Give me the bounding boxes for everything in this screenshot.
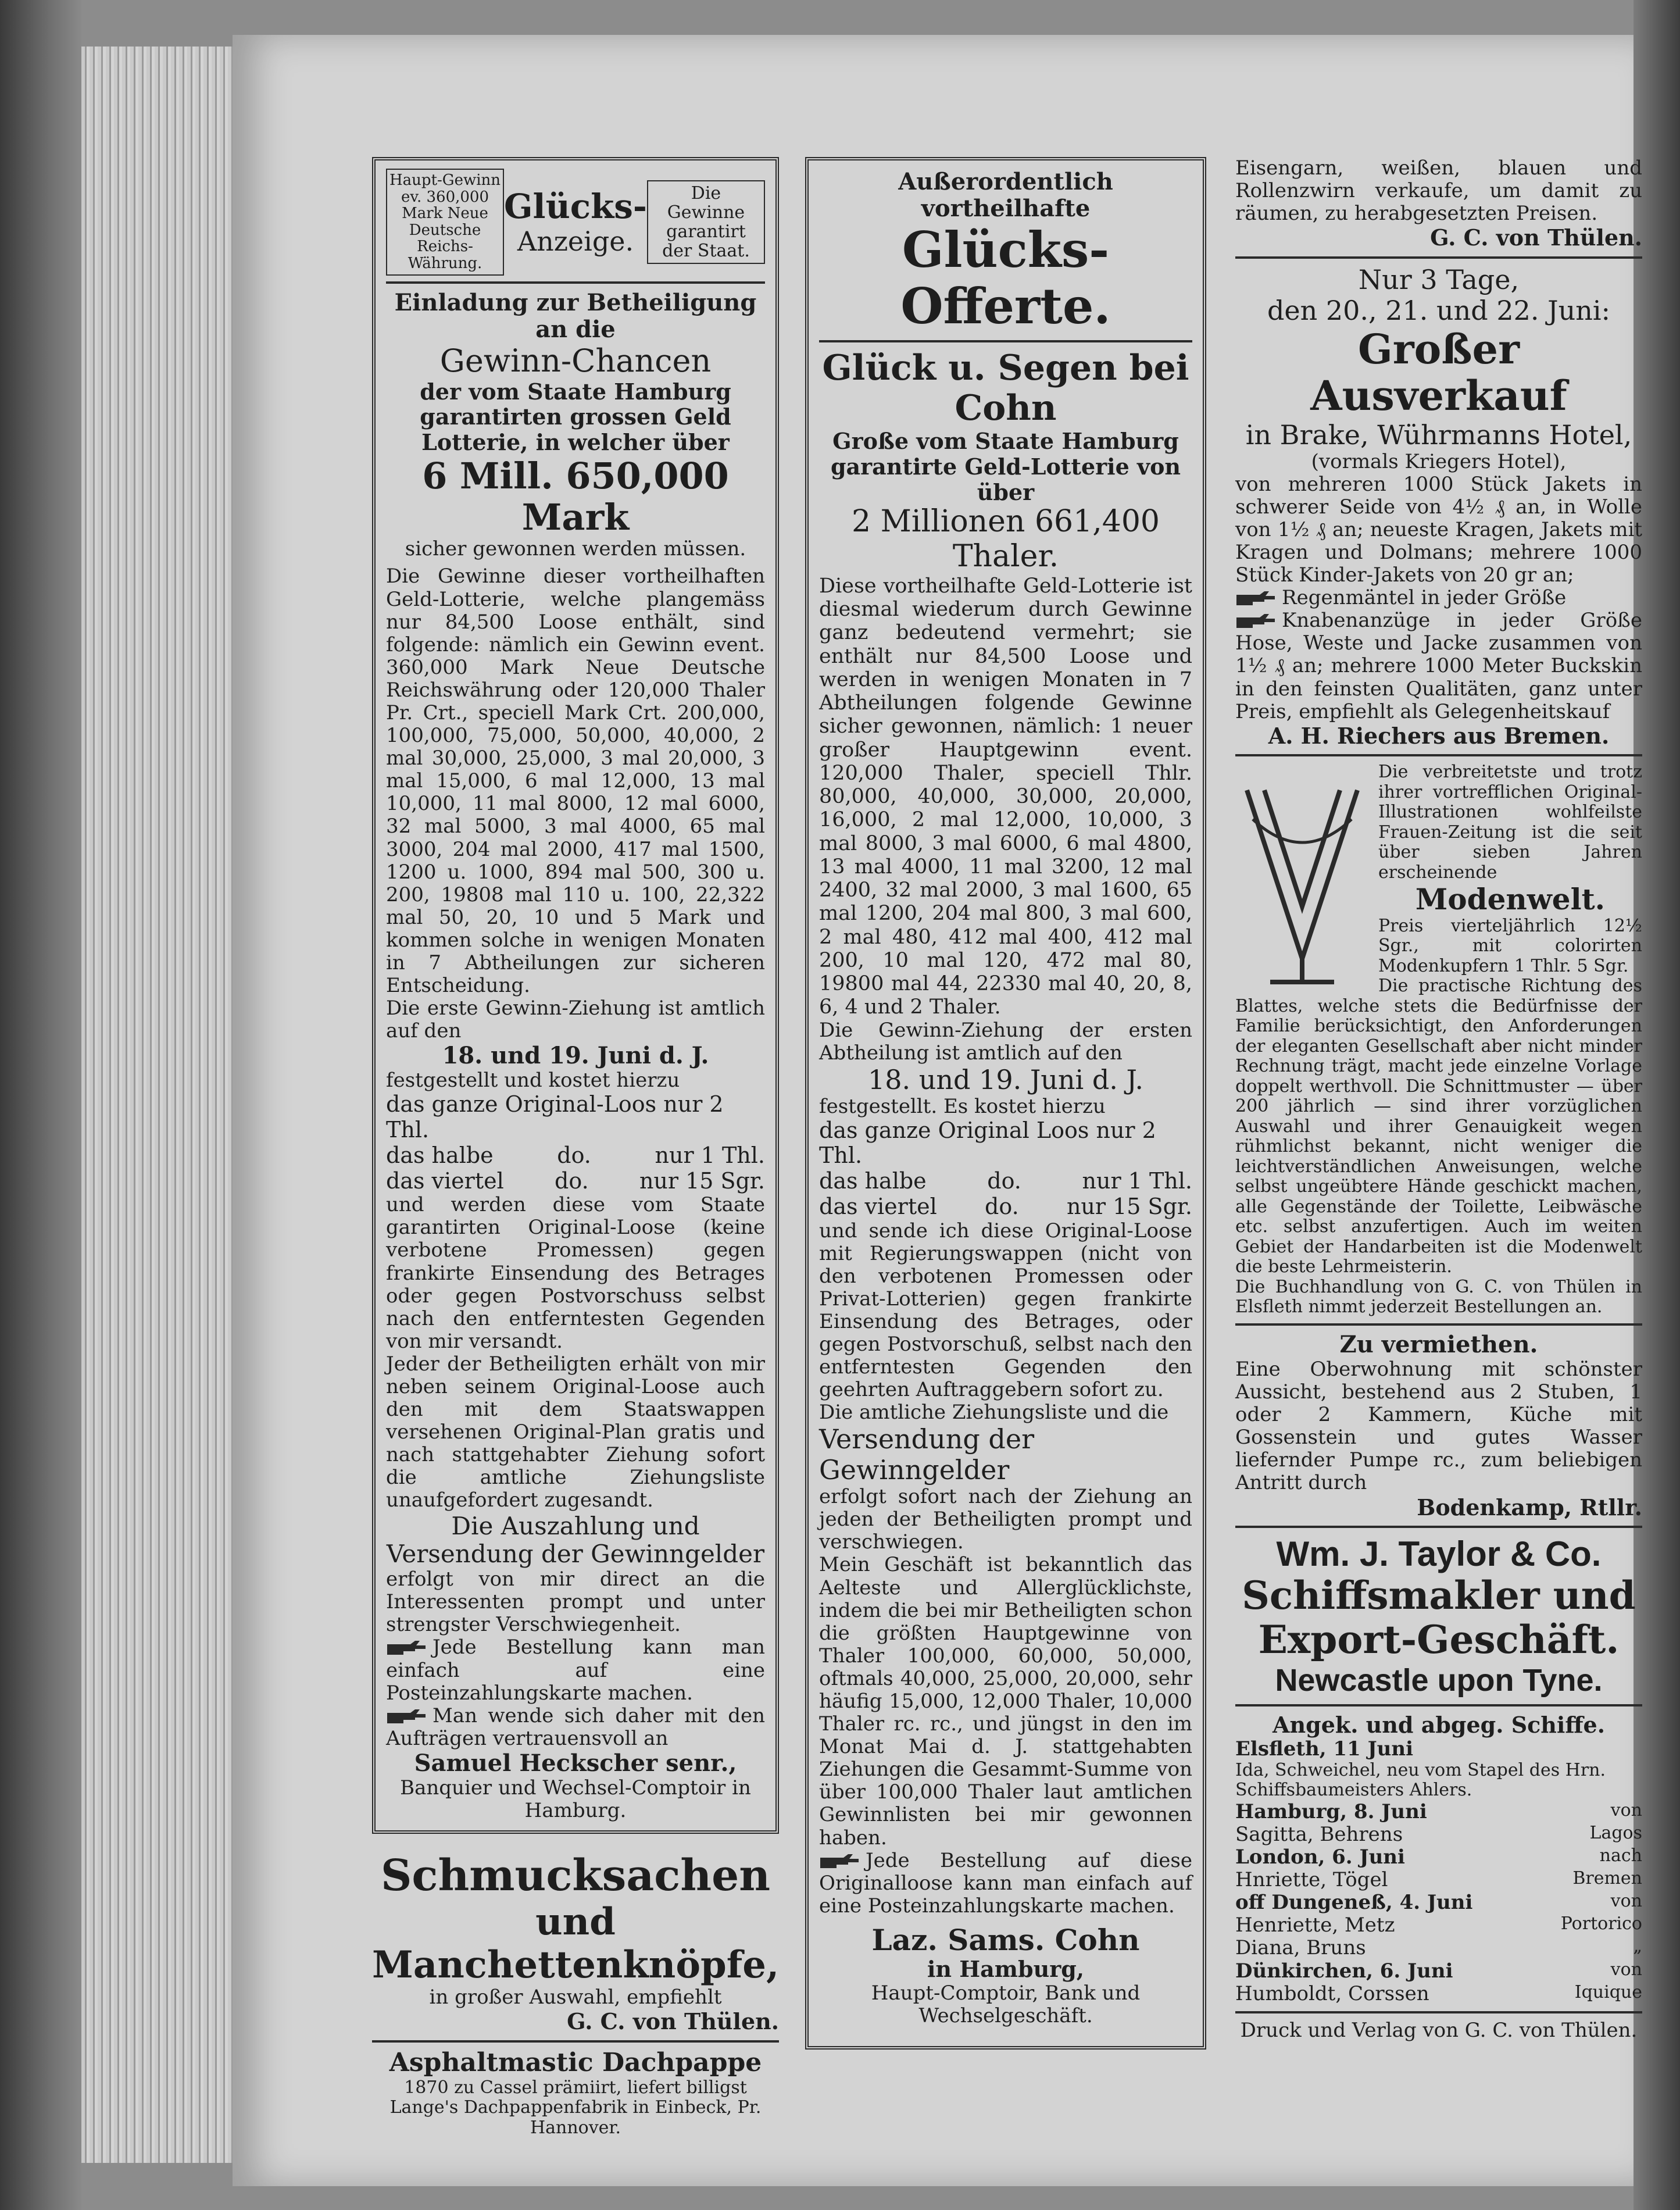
ad-header-row bbox=[386, 169, 765, 276]
modenwelt-emblem-icon bbox=[1235, 767, 1369, 988]
book-binding-left bbox=[0, 0, 81, 2210]
divider bbox=[386, 281, 765, 284]
roofing-title: Asphaltmastic Dachpappe bbox=[389, 2048, 762, 2078]
pointing-hand-icon bbox=[819, 1853, 860, 1870]
divider bbox=[1235, 1704, 1642, 1706]
roofing-text: 1870 zu Cassel prämiirt, liefert billigst Lange's Dachpappenfabrik in Einbeck, Pr. Hannover. bbox=[389, 2077, 762, 2138]
sale-boys bbox=[1235, 609, 1642, 723]
pointing-hand-icon bbox=[386, 1640, 427, 1657]
sale-dates: den 20., 21. und 22. Juni: bbox=[1267, 294, 1611, 326]
clearance-sale-ad bbox=[1235, 265, 1642, 748]
list-item: Hnriette, Tögel Bremen bbox=[1235, 1868, 1642, 1892]
list-item: Ida, Schweichel, neu vom Stapel des Hrn. Schiffsbaumeisters Ahlers. bbox=[1235, 1759, 1606, 1801]
price-whole: das ganze Original-Loos nur 2 Thl. bbox=[386, 1091, 724, 1143]
offer-kicker: Außerordentlich vortheilhafte bbox=[898, 168, 1113, 222]
yarn-ad bbox=[1235, 157, 1642, 251]
rent-text: Eine Oberwohnung mit schönster Aussicht, bestehend aus 2 Stuben, 1 oder 2 Kammern, Küche mit Gossenstein und gutes Wasser liefernder Pumpe rc., zum beliebigen Antritt durch bbox=[1235, 1357, 1642, 1495]
sale-location-note: (vormals Kriegers Hotel), bbox=[1311, 449, 1567, 473]
modenwelt-ad bbox=[1235, 762, 1642, 1318]
divider bbox=[372, 2040, 779, 2043]
price-half-label: das halbe bbox=[819, 1168, 927, 1194]
price-quarter-ditto: do. bbox=[555, 1168, 589, 1194]
rent-title: Zu vermiethen. bbox=[1339, 1330, 1538, 1358]
pointing-hand-icon bbox=[386, 1708, 427, 1726]
jewellery-signature: G. C. von Thülen. bbox=[567, 2008, 779, 2035]
contact-info-text: Man wende sich daher mit den Aufträgen vertrauensvoll an bbox=[386, 1704, 765, 1750]
list-item: Dünkirchen, 6. Juni von bbox=[1235, 1959, 1642, 1983]
price-half bbox=[819, 1169, 1192, 1194]
jewellery-title-2: und Manchettenknöpfe, bbox=[372, 1900, 780, 1987]
price-quarter-value: nur 15 Sgr. bbox=[639, 1168, 765, 1194]
modenwelt-price: Preis vierteljährlich 12½ Sgr., mit colorirten Modenkupfern 1 Thlr. 5 Sgr. bbox=[1378, 915, 1642, 976]
contact-info bbox=[386, 1705, 765, 1750]
price-whole: das ganze Original Loos nur 2 Thl. bbox=[819, 1117, 1156, 1169]
business-info: Mein Geschäft ist bekanntlich das Aelteste und Allerglücklichste, indem die bei mir Betheiligten schon die größten Hauptgewinne von Thaler 100,000, 60,000, 50,000, oftmals 40,000, 25,000, 20,000, sehr häufig 15,000, 12,000 Thaler, 10,000 Thaler rc. rc., und jüngst in den im Monat Mai d. J. stattgehabten Ziehungen die Gesammt-Summe von über 100,000 Thaler laut amtlichen Gewinnlisten bei mir gewonnen haben. bbox=[819, 1553, 1192, 1850]
sale-signature: A. H. Riechers aus Bremen. bbox=[1268, 722, 1610, 749]
header-title-1: Glücks- bbox=[504, 186, 647, 226]
list-item: Sagitta, Behrens Lagos bbox=[1235, 1822, 1642, 1846]
modenwelt-description: Die practische Richtung des Blattes, welche stets die Bedürfnisse der Familie berücksichtigt, den Anforderungen der eleganten Gesellschaft aber nicht minder Rechnung trägt, macht jede einzelne Vorlage doppelt werthvoll. Die Schnittmuster — über 200 jährlich — sind ihrer vorzüglichen Auswahl und ihrer Genauigkeit wegen rühmlichst bekannt, nicht weniger die leichtverständlichen Anweisungen, welche selbst ungeübtere Hände geschickt machen, alle Gegenstände der Toilette, Leibwäsche etc. selbst anzufertigen. Auch im weiten Gebiet der Handarbeiten ist die Modenwelt die beste Lehrmeisterin. bbox=[1235, 976, 1642, 1277]
shipping-info: und werden diese vom Staate garantirten Original-Loose (keine verbotene Promessen) gegen frankirte Einsendung des Betrages oder gegen Postvorschuss selbst nach den entferntesten Gegenden von mir versandt. bbox=[386, 1193, 765, 1353]
price-quarter-ditto: do. bbox=[985, 1193, 1019, 1219]
payout-heading: Versendung der Gewinngelder bbox=[819, 1423, 1035, 1486]
payout-info: erfolgt sofort nach der Ziehung an jeden der Betheiligten prompt und verschwiegen. bbox=[819, 1485, 1192, 1554]
firm-name: Samuel Heckscher senr., bbox=[414, 1749, 737, 1777]
price-quarter bbox=[386, 1169, 765, 1194]
taylor-line-3: Export-Geschäft. bbox=[1258, 1617, 1620, 1663]
taylor-ad bbox=[1235, 1534, 1642, 1698]
intro-invitation: Einladung zur Betheiligung an die bbox=[394, 288, 757, 343]
sale-location: in Brake, Wührmanns Hotel, bbox=[1245, 419, 1632, 451]
divider bbox=[1235, 1526, 1642, 1528]
yarn-text: Eisengarn, weißen, blauen und Rollenzwirn verkaufe, um damit zu räumen, zu herabgesetzten Preisen. bbox=[1235, 156, 1642, 226]
modenwelt-order: Die Buchhandlung von G. C. von Thülen in Elsfleth nimmt jederzeit Bestellungen an. bbox=[1235, 1276, 1642, 1318]
modenwelt-intro: Die verbreitetste und trotz ihrer vortrefflichen Original-Illustrationen wohlfeilste Frauen-Zeitung ist die seit über sieben Jahren erscheinende bbox=[1378, 762, 1642, 883]
taylor-city: Newcastle upon Tyne. bbox=[1275, 1662, 1603, 1698]
header-title-2: Anzeige. bbox=[517, 225, 634, 257]
list-item: Hamburg, 8. Juni von bbox=[1235, 1800, 1642, 1823]
lottery-ad-cohn bbox=[805, 157, 1206, 2050]
list-item: off Dungeneß, 4. Juni von bbox=[1235, 1891, 1642, 1915]
list-item: Henriette, Metz Portorico bbox=[1235, 1913, 1642, 1937]
column-lottery-cohn bbox=[805, 157, 1206, 2050]
offer-subheadline: Große vom Staate Hamburg garantirte Geld-Lotterie von über bbox=[830, 428, 1181, 505]
rent-ad bbox=[1235, 1331, 1642, 1520]
ships-title: Angek. und abgeg. Schiffe. bbox=[1272, 1712, 1605, 1738]
column-lottery-heckscher bbox=[372, 157, 779, 2138]
prize-list: Die Gewinne dieser vortheilhaften Geld-Lotterie, welche plangemäss nur 84,500 Loose enthält, sind folgende: nämlich ein Gewinn event. 360,000 Mark Neue Deutsche Reichswährung oder 120,000 Thaler Pr. Crt., speciell Mark Crt. 200,000, 100,000, 75,000, 50,000, 40,000, 2 mal 30,000, 25,000, 3 mal 20,000, 3 mal 15,000, 6 mal 12,000, 13 mal 10,000, 11 mal 8000, 12 mal 6000, 32 mal 5000, 3 mal 4000, 65 mal 3000, 204 mal 2000, 417 mal 1500, 1200 u. 1000, 894 mal 500, 300 u. 200, 19808 mal 110 u. 100, 22,322 mal 50, 20, 10 und 5 Mark und kommen solche in wenigen Monaten in 7 Abtheilungen zur sicheren Entscheidung. bbox=[386, 565, 765, 998]
firm-address: Banquier und Wechsel-Comptoir in Hamburg. bbox=[400, 1776, 751, 1822]
rent-signature: Bodenkamp, Rtllr. bbox=[1417, 1494, 1642, 1520]
header-right-box: Die Gewinne garantirt der Staat. bbox=[647, 180, 765, 264]
shipping-info: und sende ich diese Original-Loose mit Regierungswappen (nicht von den verbotenen Promessen oder Privat-Lotterien) gegen frankirte Einsendung des Betrages, oder gegen Postvorschuß, selbst nach den entferntesten Gegenden den geehrten Auftraggebern sofort zu. bbox=[819, 1219, 1192, 1402]
order-info-text: Jede Bestellung auf diese Originalloose kann man einfach auf eine Posteinzahlungskarte machen. bbox=[819, 1848, 1192, 1918]
taylor-name: Wm. J. Taylor & Co. bbox=[1276, 1534, 1602, 1574]
firm-name: Laz. Sams. Cohn bbox=[871, 1922, 1140, 1957]
sale-raincoats-text: Regenmäntel in jeder Größe bbox=[1282, 586, 1567, 610]
draw-date: 18. und 19. Juni d. J. bbox=[867, 1063, 1144, 1095]
divider bbox=[1235, 754, 1642, 756]
cost-intro: festgestellt. Es kostet hierzu bbox=[819, 1094, 1106, 1118]
prize-amount: 6 Mill. 650,000 Mark bbox=[422, 454, 729, 539]
draw-info: Die Gewinn-Ziehung der ersten Abtheilung ist amtlich auf den bbox=[819, 1018, 1192, 1065]
offer-headline: Glück u. Segen bei Cohn bbox=[822, 348, 1189, 429]
price-quarter-value: nur 15 Sgr. bbox=[1066, 1193, 1192, 1219]
roofing-ad bbox=[372, 2048, 779, 2138]
price-half-label: das halbe bbox=[386, 1142, 494, 1168]
intro-note: sicher gewonnen werden müssen. bbox=[405, 537, 746, 561]
list-item: Diana, Bruns „ bbox=[1235, 1936, 1642, 1960]
jewellery-ad bbox=[372, 1851, 779, 2034]
list-item: Elsfleth, 11 Juni bbox=[1235, 1737, 1414, 1761]
pointing-hand-icon bbox=[1235, 613, 1276, 630]
divider bbox=[819, 340, 1192, 342]
offer-title: Glücks-Offerte. bbox=[900, 221, 1111, 335]
order-info bbox=[819, 1850, 1192, 1918]
sale-boys-text: Knabenanzüge in jeder Größe Hose, Weste und Jacke zusammen von 1½ ₰ an; mehrere 1000 Meter Buckskin in den feinsten Qualitäten, ganz unter Preis, empfiehlt als Gelegenheitskauf bbox=[1235, 609, 1642, 723]
draw-date: 18. und 19. Juni d. J. bbox=[442, 1042, 709, 1070]
price-half bbox=[386, 1143, 765, 1169]
sale-items: von mehreren 1000 Stück Jakets in schwerer Seide von 4½ ₰ an, in Wolle von 1½ ₰ an; neueste Kragen, Jakets mit Kragen und Dolmans; mehrere 1000 Stück Kinder-Jakets von 20 gr an; bbox=[1235, 472, 1642, 587]
sale-title: Großer Ausverkauf bbox=[1310, 324, 1567, 420]
jewellery-title-1: Schmucksachen bbox=[380, 1851, 771, 1901]
sale-raincoats bbox=[1235, 587, 1642, 609]
payout-heading: Die Auszahlung und Versendung der Gewinngelder bbox=[386, 1511, 765, 1568]
imprint: Druck und Verlag von G. C. von Thülen. bbox=[1240, 2018, 1638, 2042]
price-quarter-label: das viertel bbox=[819, 1193, 937, 1219]
sale-days: Nur 3 Tage, bbox=[1358, 263, 1520, 295]
order-info-text: Jede Bestellung kann man einfach auf eine Posteinzahlungskarte machen. bbox=[386, 1636, 765, 1705]
price-half-value: nur 1 Thl. bbox=[655, 1142, 765, 1168]
jewellery-text: in großer Auswahl, empfiehlt bbox=[429, 1986, 722, 2009]
draw-info: Die erste Gewinn-Ziehung ist amtlich auf den bbox=[386, 997, 765, 1043]
price-half-ditto: do. bbox=[557, 1142, 591, 1168]
yarn-signature: G. C. von Thülen. bbox=[1430, 224, 1642, 251]
intro-description: der vom Staate Hamburg garantirten grossen Geld Lotterie, in welcher über bbox=[420, 378, 731, 456]
payout-info: erfolgt von mir direct an die Interessenten prompt und unter strengster Verschwiegenheit. bbox=[386, 1568, 765, 1637]
intro-heading: Gewinn-Chancen bbox=[439, 342, 712, 379]
divider bbox=[1235, 256, 1642, 259]
firm-city: in Hamburg, bbox=[927, 1956, 1085, 1983]
list-item: Humboldt, Corssen Iquique bbox=[1235, 1981, 1642, 2005]
price-quarter-label: das viertel bbox=[386, 1168, 504, 1194]
cost-intro: festgestellt und kostet hierzu bbox=[386, 1069, 680, 1092]
offer-total: 2 Millionen 661,400 Thaler. bbox=[851, 504, 1160, 574]
price-half-value: nur 1 Thl. bbox=[1082, 1168, 1192, 1194]
plan-info: Jeder der Betheiligten erhält von mir neben seinem Original-Loose auch den mit dem Staatswappen versehenen Original-Plan gratis und nach stattgehabter Ziehung sofort die amtliche Ziehungsliste unaufgefordert zugesandt. bbox=[386, 1352, 765, 1512]
list-info: Die amtliche Ziehungsliste und die bbox=[819, 1401, 1169, 1424]
price-quarter bbox=[819, 1194, 1192, 1220]
column-classifieds bbox=[1235, 157, 1642, 2042]
pointing-hand-icon bbox=[1235, 590, 1276, 608]
divider bbox=[1235, 2011, 1642, 2013]
header-title bbox=[504, 187, 647, 257]
header-left-box: Haupt-Gewinn ev. 360,000 Mark Neue Deutsche Reichs-Währung. bbox=[386, 169, 504, 276]
modenwelt-title: Modenwelt. bbox=[1415, 882, 1606, 917]
firm-address: Haupt-Comptoir, Bank und Wechselgeschäft. bbox=[871, 1981, 1141, 2028]
list-item: London, 6. Juni nach bbox=[1235, 1845, 1642, 1869]
lottery-ad-heckscher bbox=[372, 157, 779, 1834]
order-info bbox=[386, 1636, 765, 1704]
page-edges bbox=[81, 47, 250, 2163]
prize-list: Diese vortheilhafte Geld-Lotterie ist diesmal wiederum durch Gewinne ganz bedeutend vermehrt; sie enthält nur 84,500 Loose und werden in wenigen Monaten in 7 Abtheilungen folgende Gewinne sicher gewonnen, nämlich: 1 neuer großer Hauptgewinn event. 120,000 Thaler, speciell Thlr. 80,000, 40,000, 30,000, 20,000, 16,000, 2 mal 12,000, 10,000, 3 mal 8000, 3 mal 6000, 6 mal 4800, 13 mal 4000, 11 mal 3200, 12 mal 2400, 32 mal 2000, 3 mal 1600, 65 mal 1200, 204 mal 800, 3 mal 600, 2 mal 480, 412 mal 400, 412 mal 200, 10 mal 120, 472 mal 80, 19800 mal 44, 22330 mal 40, 20, 8, 6, 4 und 2 Thaler. bbox=[819, 574, 1192, 1019]
price-half-ditto: do. bbox=[987, 1168, 1021, 1194]
taylor-line-2: Schiffsmakler und bbox=[1242, 1573, 1636, 1619]
divider bbox=[1235, 1323, 1642, 1326]
ships-list bbox=[1235, 1712, 1642, 2005]
